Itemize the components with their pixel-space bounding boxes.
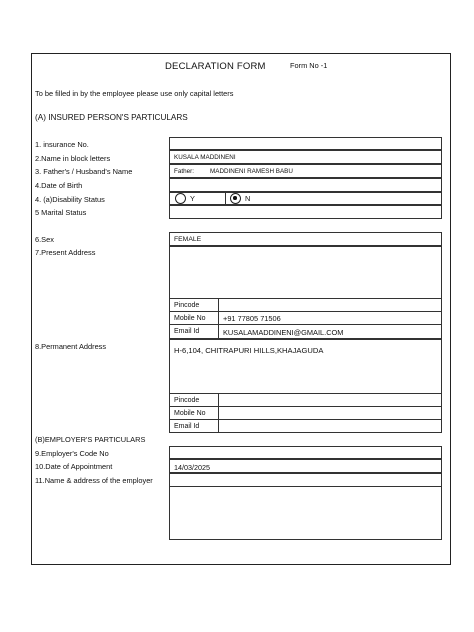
disability-field <box>169 192 442 205</box>
insurance-no-field[interactable] <box>169 137 442 150</box>
label-insurance-no: 1. insurance No. <box>35 140 89 149</box>
present-pincode-label-cell: Pincode <box>169 298 219 312</box>
sex-value: FEMALE <box>174 236 202 243</box>
label-employer-code: 9.Employer's Code No <box>35 449 109 458</box>
label-dob: 4.Date of Birth <box>35 181 83 190</box>
father-prefix: Father: <box>174 168 194 175</box>
name-field[interactable] <box>169 150 442 164</box>
present-address-field[interactable] <box>169 246 442 299</box>
father-name-value: MADDINENI RAMESH BABU <box>210 168 293 175</box>
appointment-date-field[interactable] <box>169 459 442 473</box>
employer-code-field[interactable] <box>169 446 442 459</box>
form-title: DECLARATION FORM <box>165 61 266 72</box>
label-appointment-date: 10.Date of Appointment <box>35 462 113 471</box>
employer-name-field[interactable] <box>169 473 442 487</box>
label-name: 2.Name in block letters <box>35 154 111 163</box>
disability-no-radio[interactable] <box>230 193 241 204</box>
section-b-heading: (B)EMPLOYER'S PARTICULARS <box>35 435 146 444</box>
label-permanent-address: 8.Permanent Address <box>35 342 107 351</box>
name-value: KUSALA MADDINENI <box>174 154 236 161</box>
label-marital-status: 5 Marital Status <box>35 208 87 217</box>
permanent-mobile-label-cell: Mobile No <box>169 406 219 420</box>
disability-yes-radio[interactable] <box>175 193 186 204</box>
disability-yes-label: Y <box>190 194 195 203</box>
permanent-address-field[interactable] <box>169 339 442 394</box>
instruction-text: To be filled in by the employee please use only capital letters <box>35 89 234 98</box>
marital-status-field[interactable] <box>169 205 442 219</box>
permanent-pincode-field[interactable] <box>218 393 442 407</box>
sex-field[interactable] <box>169 232 442 246</box>
label-employer-name-address: 11.Name & address of the employer <box>35 476 153 485</box>
permanent-address-value: H-6,104, CHITRAPURI HILLS,KHAJAGUDA <box>174 346 324 355</box>
label-father-husband: 3. Father's / Husband's Name <box>35 167 133 176</box>
father-name-field[interactable] <box>169 164 442 178</box>
present-email-label-cell: Email Id <box>169 324 219 339</box>
permanent-email-label-cell: Email Id <box>169 419 219 433</box>
label-disability: 4. (a)Disability Status <box>35 195 105 204</box>
appointment-date-value: 14/03/2025 <box>174 463 210 472</box>
employer-address-field[interactable] <box>169 486 442 540</box>
present-mobile-field[interactable] <box>218 311 442 325</box>
present-pincode-field[interactable] <box>218 298 442 312</box>
present-email-value: KUSALAMADDINENI@GMAIL.COM <box>223 328 344 337</box>
section-a-heading: (A) INSURED PERSON'S PARTICULARS <box>35 113 188 122</box>
form-number: Form No -1 <box>290 61 328 70</box>
dob-field[interactable] <box>169 178 442 192</box>
permanent-email-field[interactable] <box>218 419 442 433</box>
present-email-field[interactable] <box>218 324 442 339</box>
label-present-address: 7.Present Address <box>35 248 96 257</box>
present-mobile-value: +91 77805 71506 <box>223 314 281 323</box>
permanent-mobile-field[interactable] <box>218 406 442 420</box>
permanent-pincode-label-cell: Pincode <box>169 393 219 407</box>
disability-no-label: N <box>245 194 251 203</box>
present-mobile-label-cell: Mobile No <box>169 311 219 325</box>
label-sex: 6.Sex <box>35 235 54 244</box>
